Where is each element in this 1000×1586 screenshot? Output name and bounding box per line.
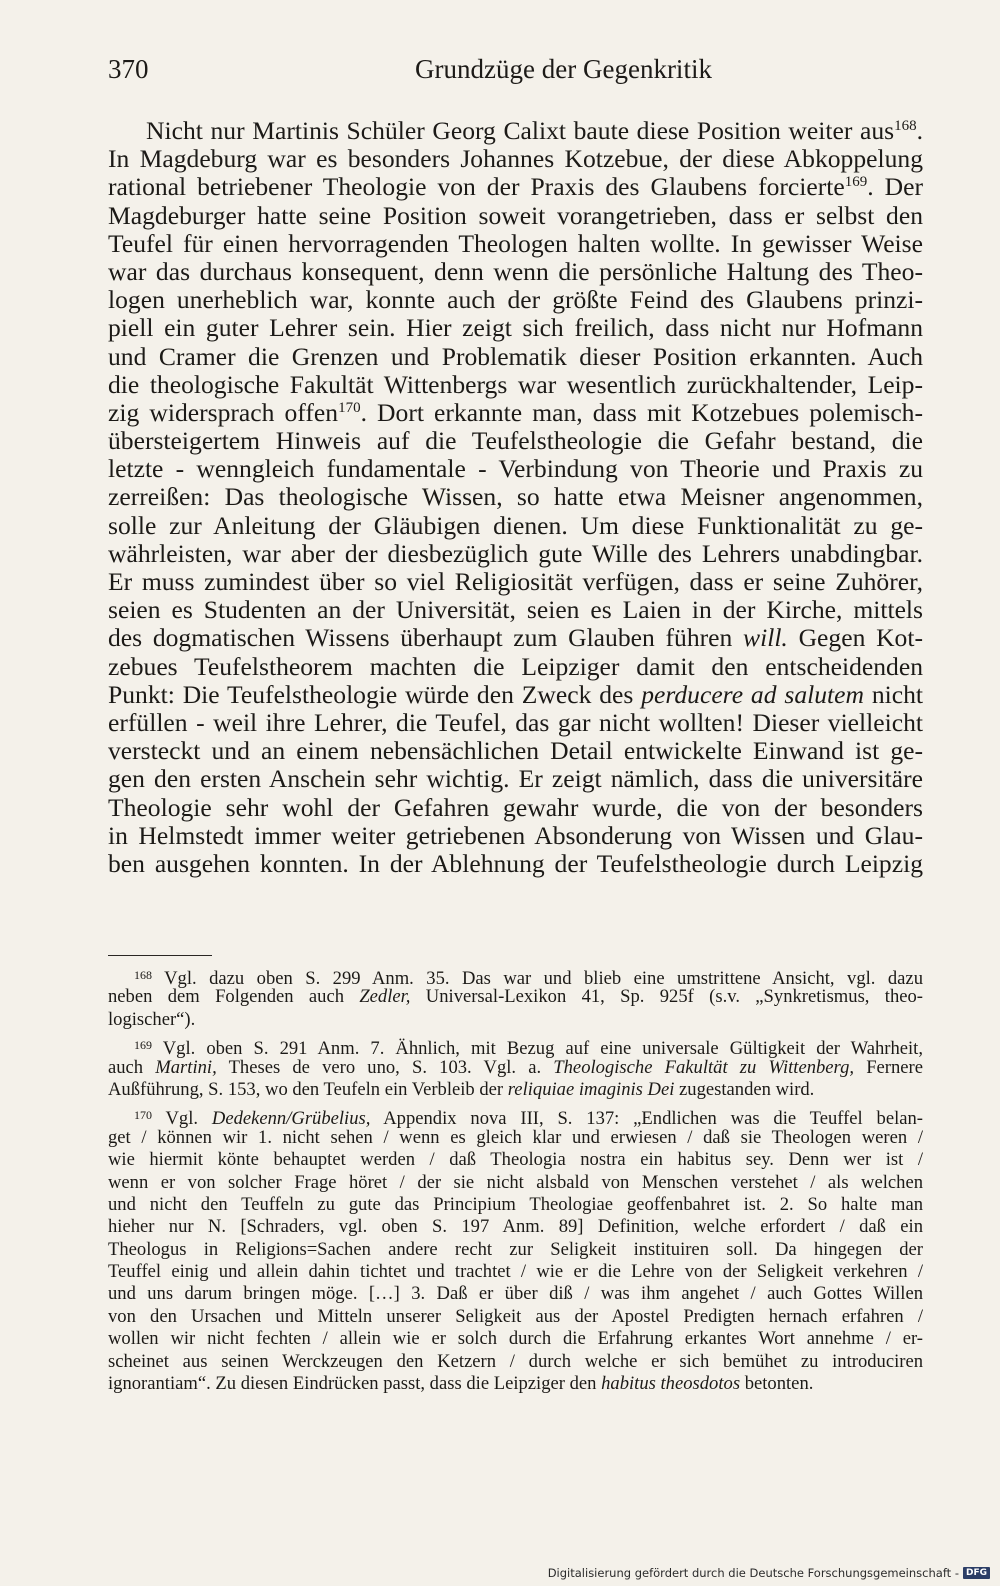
- footnote-number: 168: [134, 968, 152, 982]
- footnote-number: 170: [134, 1108, 152, 1123]
- emphasis: will.: [743, 623, 788, 653]
- body-line: Punkt: Die Teufelstheologie würde den Zweck des perducere ad salutem nicht: [108, 679, 924, 709]
- footnote-line: hieher nur N. [Schraders, vgl. oben S. 197 Anm. 89] Definition, welche erfordert / daß ein: [108, 1216, 923, 1238]
- footnote-169: $^{169}$ Vgl. oben S. 291 Anm. 7. Ähnlich, mit Bezug auf eine universale Gültigkeit der Wahrheit,: [134, 1038, 923, 1060]
- body-line: Theologie sehr wohl der Gefahren gewahr wurde, die von der besonders: [108, 792, 923, 822]
- body-line: logen unerheblich war, konnte auch der größte Feind des Glaubens prinzi-: [108, 285, 923, 315]
- footnote-line: scheinet aus seinen Werckzeugen den Ketzern / durch welche er sich bemühet zu introduciren: [108, 1350, 923, 1372]
- body-line: in Helmstedt immer weiter getriebenen Absonderung von Wissen und Glau-: [108, 820, 923, 850]
- footnote-ref: 170: [338, 399, 361, 416]
- footnote-line: Theologus in Religions=Sachen andere recht zur Seligkeit instituiren soll. Da hingegen der: [108, 1238, 923, 1260]
- body-line: gen den ersten Anschein sehr wichtig. Er zeigt nämlich, dass die universitäre: [108, 764, 923, 794]
- page-header: [108, 54, 923, 88]
- footnote-line: wenn er von solcher Frage höret / der sie nicht alsbald von Menschen verstehet / als welchen: [108, 1171, 923, 1193]
- footnote-168: $^{168}$ Vgl. dazu oben S. 299 Anm. 35. Das war und blieb eine umstrittene Ansicht, vgl. dazu: [134, 968, 923, 989]
- body-line: Er muss zumindest über so viel Religiosität verfügen, dass er seine Zuhörer,: [108, 567, 923, 596]
- running-head: Grundzüge der Gegenkritik: [415, 54, 712, 84]
- page-number: 370: [108, 54, 149, 84]
- footnote-line: und uns darum bringen möge. […] 3. Daß er über diß / was ihm angehet / auch Gottes Willen: [108, 1283, 923, 1305]
- footnote-line: und nicht den Teuffeln zu gute das Principium Theologiae geoffenbahret ist. 2. So halte man: [108, 1193, 923, 1215]
- body-line: letzte - wenngleich fundamentale - Verbindung von Theorie und Praxis zu: [108, 454, 923, 484]
- body-line: zerreißen: Das theologische Wissen, so hatte etwa Meisner angenommen,: [108, 482, 923, 512]
- body-line: In Magdeburg war es besonders Johannes Kotzebue, der diese Abkoppelung: [108, 144, 923, 174]
- body-line: zig widersprach offen$^{170}$. Dort erkannte man, dass mit Kotzebues polemisch-: [108, 397, 924, 427]
- footnote-number: 169: [134, 1038, 152, 1053]
- body-line: Teufel für einen hervorragenden Theologen halten wollte. In gewisser Weise: [108, 228, 923, 258]
- footnotes: [108, 964, 923, 1395]
- body-line: ben ausgehen konnten. In der Ablehnung der Teufelstheologie durch Leipzig: [108, 848, 923, 878]
- body-line: des dogmatischen Wissens überhaupt zum Glauben führen will. Gegen Kot-: [108, 623, 923, 653]
- body-line: die theologische Fakultät Wittenbergs war wesentlich zurückhaltender, Leip-: [108, 369, 923, 399]
- body-line: piell ein guter Lehrer sein. Hier zeigt sich freilich, dass nicht nur Hofmann: [108, 313, 923, 343]
- body-line: währleisten, war aber der diesbezüglich gute Wille des Lehrers unabdingbar.: [108, 538, 923, 568]
- footnote-line: auch Martini, Theses de vero uno, S. 103. Vgl. a. Theologische Fakultät zu Wittenberg, Fernere: [108, 1056, 923, 1078]
- footnote-line: get / können wir 1. nicht sehen / wenn es gleich klar und erwiesen / daß sie Theologen weren /: [108, 1126, 923, 1148]
- body-line: übersteigertem Hinweis auf die Teufelstheologie die Gefahr bestand, die: [108, 426, 923, 456]
- footnote-line: ignorantiam“. Zu diesen Eindrücken passt, dass die Leipziger den habitus theosdotos betonten.: [108, 1373, 814, 1395]
- footnote-line: logischer“).: [108, 1008, 196, 1030]
- body-line: und Cramer die Grenzen und Problematik dieser Position erkannten. Auch: [108, 341, 923, 371]
- footnote-separator: [108, 955, 212, 956]
- footnote-line: wollen wir nicht fechten / allein wie er solch durch die Erfahrung erkantes Wort annehme / er-: [108, 1328, 923, 1350]
- body-line: zebues Teufelstheorem machten die Leipziger damit den entscheidenden: [108, 651, 923, 681]
- digitization-credit: [548, 1566, 990, 1580]
- footnote-170: $^{170}$ Vgl. Dedekenn/Grübelius, Appendix nova III, S. 137: „Endlichen was die Teuffel belan-: [134, 1108, 924, 1130]
- footnote-ref: 169: [844, 174, 868, 191]
- body-line: erfüllen - weil ihre Lehrer, die Teufel, das gar nicht wollten! Dieser vielleicht: [108, 707, 923, 737]
- body-line: solle zur Anleitung der Gläubigen dienen. Um diese Funktionalität zu ge-: [108, 510, 923, 540]
- body-line: rational betriebener Theologie von der Praxis des Glaubens forcierte$^{169}$. Der: [108, 172, 923, 202]
- footnote-line: Teuffel einig und allein dahin tichtet und trachtet / wie er die Lehre von der Seligkeit verkehren /: [108, 1261, 923, 1283]
- emphasis: perducere ad salutem: [641, 679, 864, 709]
- body-line: war das durchaus konsequent, denn wenn die persönliche Haltung des Theo-: [108, 256, 923, 286]
- body-line: seien es Studenten an der Universität, seien es Laien in der Kirche, mittels: [108, 595, 923, 625]
- footnote-line: wie hiermit könte behauptet werden / daß Theologia nostra ein habitus sey. Denn wer ist /: [108, 1149, 923, 1171]
- footnote-line: von den Ursachen und Mitteln unserer Seligkeit aus der Apostel Predigten hernach erfahren /: [108, 1305, 923, 1327]
- body-line: versteckt und an einem nebensächlichen Detail entwickelte Einwand ist ge-: [108, 736, 923, 766]
- body-line: Nicht nur Martinis Schüler Georg Calixt baute diese Position weiter aus$^{168}$.: [146, 116, 923, 145]
- footnote-line: neben dem Folgenden auch Zedler, Universal-Lexikon 41, Sp. 925f (s.v. „Synkretismus, theo-: [108, 986, 923, 1008]
- dfg-logo: DFG: [963, 1567, 990, 1579]
- body-line: Magdeburger hatte seine Position soweit vorangetrieben, dass er selbst den: [108, 200, 923, 230]
- body-text: [108, 117, 923, 878]
- footnote-ref: 168: [894, 118, 917, 134]
- footnote-line: Außführung, S. 153, wo den Teufeln ein Verbleib der reliquiae imaginis Dei zugestanden wird.: [108, 1078, 815, 1100]
- credit-text: Digitalisierung gefördert durch die Deutsche Forschungsgemeinschaft -: [547, 1566, 959, 1580]
